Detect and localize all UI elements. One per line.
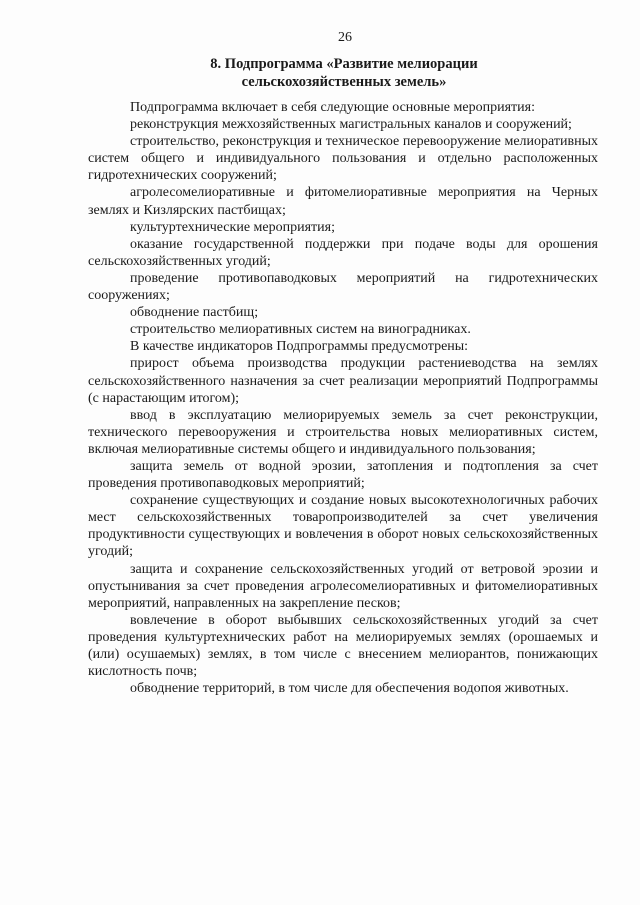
- paragraph: защита земель от водной эрозии, затопления и подтопления за счет проведения противопаводковых мероприятий;: [88, 458, 598, 492]
- body-text: [88, 99, 598, 697]
- paragraph: обводнение территорий, в том числе для обеспечения водопоя животных.: [130, 681, 569, 697]
- paragraph: строительство, реконструкция и техническое перевооружение мелиоративных систем общего и индивидуального пользования и отдельно расположенных гидротехнических сооружений;: [88, 134, 598, 184]
- paragraph: культуртехнические мероприятия;: [130, 219, 335, 235]
- section-title: [88, 55, 600, 91]
- paragraph: оказание государственной поддержки при подаче воды для орошения сельскохозяйственных угодий;: [88, 236, 598, 269]
- paragraph: строительство мелиоративных систем на виноградниках.: [130, 322, 471, 338]
- paragraph: обводнение пастбищ;: [130, 305, 259, 321]
- paragraph: вовлечение в оборот выбывших сельскохозяйственных угодий за счет проведения культуртехнических работ на мелиорируемых землях (орошаемых и (или) осушаемых) землях, в том числе с внесением мелиорантов, понижающих кислотность почв;: [88, 612, 598, 680]
- page-number: 26: [338, 30, 352, 45]
- paragraph: В качестве индикаторов Подпрограммы предусмотрены:: [130, 339, 469, 355]
- paragraph: сохранение существующих и создание новых высокотехнологичных рабочих мест сельскохозяйственных товаропроизводителей за счет увеличения продуктивности существующих и вовлечения в оборот новых сельскохозяйственных угодий;: [88, 493, 598, 560]
- paragraph: Подпрограмма включает в себя следующие основные мероприятия:: [130, 100, 535, 115]
- section-title-line-1: 8. Подпрограмма «Развитие мелиорации: [210, 56, 478, 72]
- paragraph: агролесомелиоративные и фитомелиоративные мероприятия на Черных землях и Кизлярских пастбищах;: [88, 185, 598, 218]
- paragraph: ввод в эксплуатацию мелиорируемых земель за счет реконструкции, технического перевооружения и строительства новых мелиоративных систем, включая мелиоративные системы общего и индивидуального пользования;: [88, 407, 598, 457]
- paragraph: реконструкция межхозяйственных магистральных каналов и сооружений;: [130, 117, 572, 133]
- paragraph: защита и сохранение сельскохозяйственных угодий от ветровой эрозии и опустынивания за счет проведения агролесомелиоративных и фитомелиоративных мероприятий, направленных на закрепление песков;: [88, 561, 598, 611]
- paragraph: проведение противопаводковых мероприятий на гидротехнических сооружениях;: [88, 270, 598, 304]
- section-title-line-2: сельскохозяйственных земель»: [241, 74, 447, 90]
- paragraph: прирост объема производства продукции растениеводства на землях сельскохозяйственного назначения за счет реализации мероприятий Подпрограммы (с нарастающим итогом);: [88, 356, 598, 406]
